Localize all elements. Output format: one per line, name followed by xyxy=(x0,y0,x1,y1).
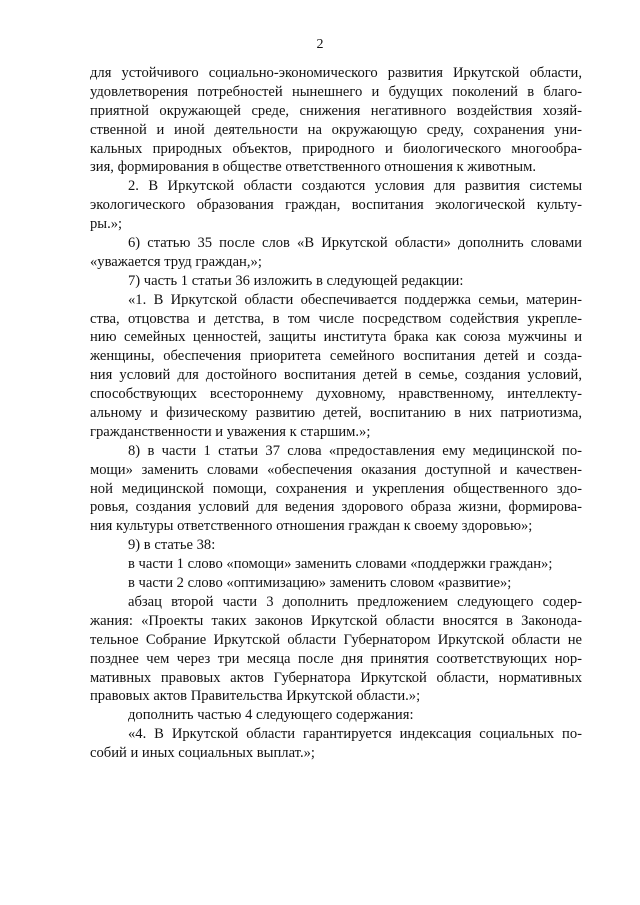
text-line: ства, отцовства и детства, в том числе посредством содействия укрепле- xyxy=(90,310,582,327)
text-line: приятной окружающей среде, снижения негативного воздействия хозяй- xyxy=(90,102,582,119)
text-line: абзац второй части 3 дополнить предложением следующего содер- xyxy=(128,593,582,610)
text-line: зия, формирования в обществе ответственного отношения к животным. xyxy=(90,159,536,176)
text-line: ния условий для достойного воспитания детей в семье, создания условий, xyxy=(90,367,582,384)
text-line: в части 2 слово «оптимизацию» заменить словом «развитие»; xyxy=(128,575,512,592)
text-line: «уважается труд граждан,»; xyxy=(90,253,262,270)
text-line: собий и иных социальных выплат.»; xyxy=(90,745,315,762)
text-line: «4. В Иркутской области гарантируется индексация социальных по- xyxy=(128,726,582,743)
text-line: позднее чем через три месяца после дня принятия соответствующих нор- xyxy=(90,650,582,667)
page-number: 2 xyxy=(316,37,324,52)
text-line: 7) часть 1 статьи 36 изложить в следующей редакции: xyxy=(128,272,464,289)
text-line: ственной и иной деятельности на окружающую среду, сохранения уни- xyxy=(90,121,582,138)
text-line: способствующих всестороннему духовному, нравственному, интеллекту- xyxy=(90,386,582,403)
text-line: ной медицинской помощи, сохранения и укрепления общественного здо- xyxy=(90,480,582,497)
text-line: 9) в статье 38: xyxy=(128,537,216,554)
text-line: мощи» заменить словами «обеспечения оказания доступной и качествен- xyxy=(90,461,582,478)
text-line: гражданственности и уважения к старшим.»; xyxy=(90,423,371,440)
text-line: нию семейных ценностей, защиты института брака как союза мужчины и xyxy=(90,329,582,346)
text-line: 8) в части 1 статьи 37 слова «предоставления ему медицинской по- xyxy=(128,442,582,459)
text-line: ровья, создания условий для ведения здорового образа жизни, формирова- xyxy=(90,499,582,516)
text-line: мативных правовых актов Губернатора Иркутской области, нормативных xyxy=(90,669,582,686)
text-line: ры.»; xyxy=(90,216,123,233)
text-line: дополнить частью 4 следующего содержания: xyxy=(128,707,414,724)
text-line: в части 1 слово «помощи» заменить словами «поддержки граждан»; xyxy=(128,556,553,573)
text-line: тельное Собрание Иркутской области Губернатором Иркутской области не xyxy=(90,631,582,648)
text-line: правовых актов Правительства Иркутской области.»; xyxy=(90,688,421,705)
text-line: женщины, обеспечения приоритета семейного воспитания детей и созда- xyxy=(90,348,582,365)
text-line: для устойчивого социально-экономического развития Иркутской области, xyxy=(90,65,582,81)
text-line: экологического образования граждан, воспитания экологической культу- xyxy=(90,197,582,214)
text-line: жания: «Проекты таких законов Иркутской области вносятся в Законода- xyxy=(90,612,582,629)
text-line: кальных природных объектов, природного и биологического многообра- xyxy=(90,140,582,157)
text-line: 6) статью 35 после слов «В Иркутской области» дополнить словами xyxy=(128,235,582,252)
text-line: ния культуры ответственного отношения граждан к своему здоровью»; xyxy=(90,518,533,535)
text-line: «1. В Иркутской области обеспечивается поддержка семьи, материн- xyxy=(128,291,582,308)
document-body xyxy=(90,64,582,763)
text-line: альному и физическому развитию детей, воспитанию в них патриотизма, xyxy=(90,405,582,422)
text-line: удовлетворения потребностей нынешнего и будущих поколений в благо- xyxy=(90,83,582,100)
text-line: 2. В Иркутской области создаются условия для развития системы xyxy=(128,178,582,195)
